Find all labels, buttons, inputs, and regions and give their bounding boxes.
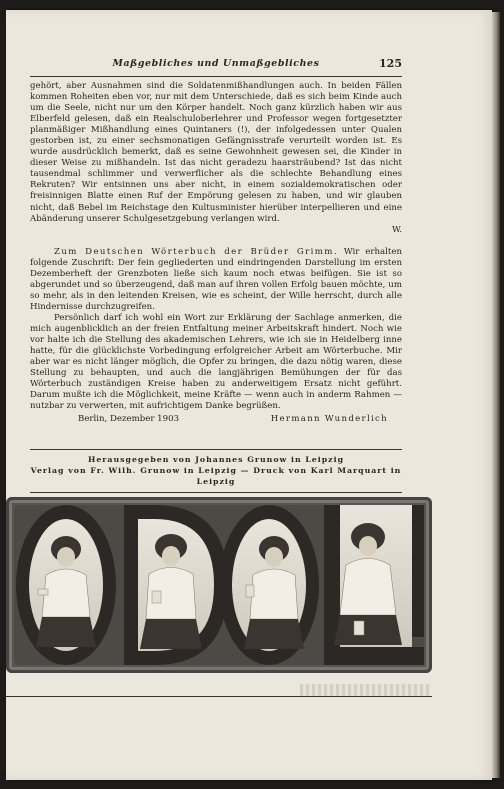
paragraph-2-text: Wir erhalten folgende Zuschrift: Der fein gegliederten und eindringenden Darstellung im ersten Dezemberheft der Grenzboten ließe sich kaum noch etwas beifügen. Sie ist so abgerundet und so überzeugend, daß man auf ihren vollen Erfolg bauen möchte, um so mehr, als in den leitenden Kreisen, wie es scheint, der Wille herrscht, durch alle Hindernisse durchzugreifen. bbox=[30, 246, 402, 312]
imprint-publisher: Verlag von Fr. Wilh. Grunow in Leipzig — Druck von Karl Marquart in Leipzig bbox=[30, 466, 402, 486]
page-header bbox=[30, 56, 402, 77]
bleed-through-text bbox=[300, 684, 430, 696]
author-name: Hermann Wunderlich bbox=[270, 414, 388, 425]
ad-illustration bbox=[6, 497, 432, 673]
dateline bbox=[30, 414, 402, 425]
bottom-rule bbox=[6, 696, 432, 697]
article-body bbox=[30, 81, 402, 425]
place-date: Berlin, Dezember 1903 bbox=[78, 414, 180, 425]
paragraph-1: gehört, aber Ausnahmen sind die Soldatenmißhandlungen auch. In beiden Fällen kommen Roheiten eben vor, nur mit dem Unterschiede, daß es sich beim Kinde auch um die Seele, nicht nur um den Körper handelt. Noch ganz kürzlich haben wir aus Elberfeld gelesen, daß ein Realschuloberlehrer und Professor wegen fortgesetzter planmäßiger Mißhandlung eines Quintaners (!), der infolgedessen unter Qualen gestorben ist, zu einer sechsmonatigen Gefängnisstrafe verurteilt worden ist. Es wurde ausdrücklich bemerkt, daß es seine Gewohnheit gewesen sei, die Kinder in dieser Weise zu mißhandeln. Ist das nicht geradezu haarsträubend? Ist das nicht tausendmal schlimmer und verwerflicher als die schlechte Behandlung eines Rekruten? Wir entsinnen uns aber nicht, in einem sozialdemokratischen oder freisinnigen Blatte einen Ruf der Empörung gelesen zu haben, und wir glauben nicht, daß Bebel im Reichstage den Kultusminister hierüber interpellieren und eine Abänderung unserer Schulgesetzgebung verlangen wird. bbox=[30, 81, 402, 224]
page-edge bbox=[492, 12, 500, 778]
paragraph-2 bbox=[30, 247, 402, 313]
signature-w: W. bbox=[391, 224, 402, 235]
paragraph-3: Persönlich darf ich wohl ein Wort zur Erklärung der Sachlage anmerken, die mich augenblicklich an der freien Entfaltung meiner Arbeitskraft hindert. Noch wie vor halte ich die Stellung des akademischen Lehrers, wie ich sie in Heidelberg inne hatte, für die glücklichste Vorbedingung erfolgreicher Arbeit am Wörterbuche. Mir aber war es nicht länger möglich, die Opfer zu bringen, die dazu nötig waren, diese Stellung zu behaupten, und auch die langjährigen Bemühungen der für das Wörterbuch zuständigen Kreise haben zu anderweitigem Ersatz nicht geführt. Darum mußte ich die Möglichkeit, meine Kräfte — wenn auch in anderm Rahmen — nutzbar zu verwerten, mit aufrichtigem Danke begrüßen. bbox=[30, 312, 402, 412]
section-heading: Zum Deutschen Wörterbuch der Brüder Grimm. bbox=[54, 246, 338, 257]
odol-advertisement bbox=[6, 497, 432, 673]
running-head: Maßgebliches und Unmaßgebliches bbox=[112, 58, 320, 69]
page-number: 125 bbox=[379, 57, 402, 70]
imprint-editor: Herausgegeben von Johannes Grunow in Leipzig bbox=[87, 455, 345, 464]
imprint bbox=[30, 449, 402, 493]
